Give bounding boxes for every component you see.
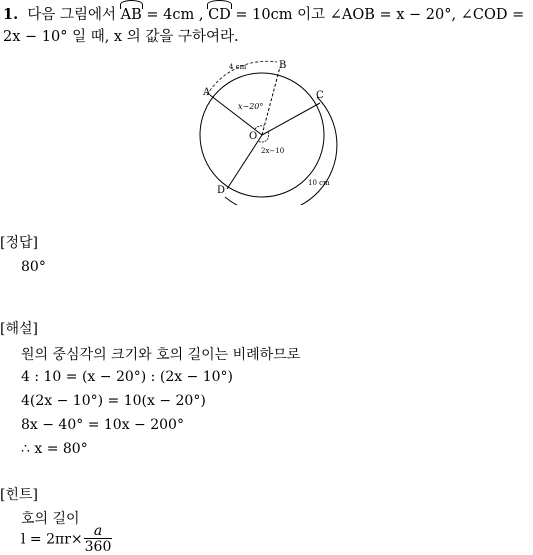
answer-value: 80° [21,259,46,275]
label-angle-aob: x−20° [238,102,264,111]
problem-intro: 다음 그림에서 [27,7,117,23]
label-c: C [316,90,324,101]
angle-aob: ∠AOB = x − 20°, ∠COD = [329,7,525,23]
hint-heading: [힌트] [0,487,38,503]
angle-aob-mark [255,126,264,129]
eq-cd: = 10cm 이고 [235,7,326,23]
problem-line-1 [3,3,524,24]
label-cd-length: 10 cm [308,179,330,187]
solution-line: 4(2x − 10°) = 10(x − 20°) [21,393,206,409]
arc-cd: CD [208,7,231,23]
hint-line: 호의 길이 [21,511,80,527]
label-b: B [279,60,287,71]
arc-cap-icon [207,0,232,9]
radius-od [227,135,262,189]
radius-oa [210,95,262,135]
radius-ob [262,67,280,135]
solution-line: ∴ x = 80° [21,441,88,457]
label-o: O [249,131,258,142]
problem-line-2: 2x − 10° 일 때, x 의 값을 구하여라. [3,29,239,45]
eq-ab: = 4cm , [146,7,204,23]
solution-line: 원의 중심각의 크기와 호의 길이는 비례하므로 [21,347,301,363]
problem-number: 1. [3,6,19,23]
fraction-numerator: a [93,523,103,539]
arc-ab: AB [121,7,142,23]
answer-heading: [정답] [0,235,38,251]
fraction-denominator: 360 [84,539,112,555]
label-a: A [203,87,211,98]
label-d: D [217,185,226,196]
hint-formula [21,524,112,555]
label-ab-length: 4 cm [229,63,247,71]
label-angle-cod: 2x−10 [261,147,285,155]
arc-cap-icon [120,0,143,9]
solution-line: 8x − 40° = 10x − 200° [21,417,184,433]
solution-line: 4 : 10 = (x − 20°) : (2x − 10°) [21,369,234,385]
formula-prefix: l = 2πr× [21,531,83,548]
fraction [84,524,113,555]
solution-heading: [해설] [0,321,38,337]
circle-figure [195,55,345,205]
radius-oc [262,103,320,135]
